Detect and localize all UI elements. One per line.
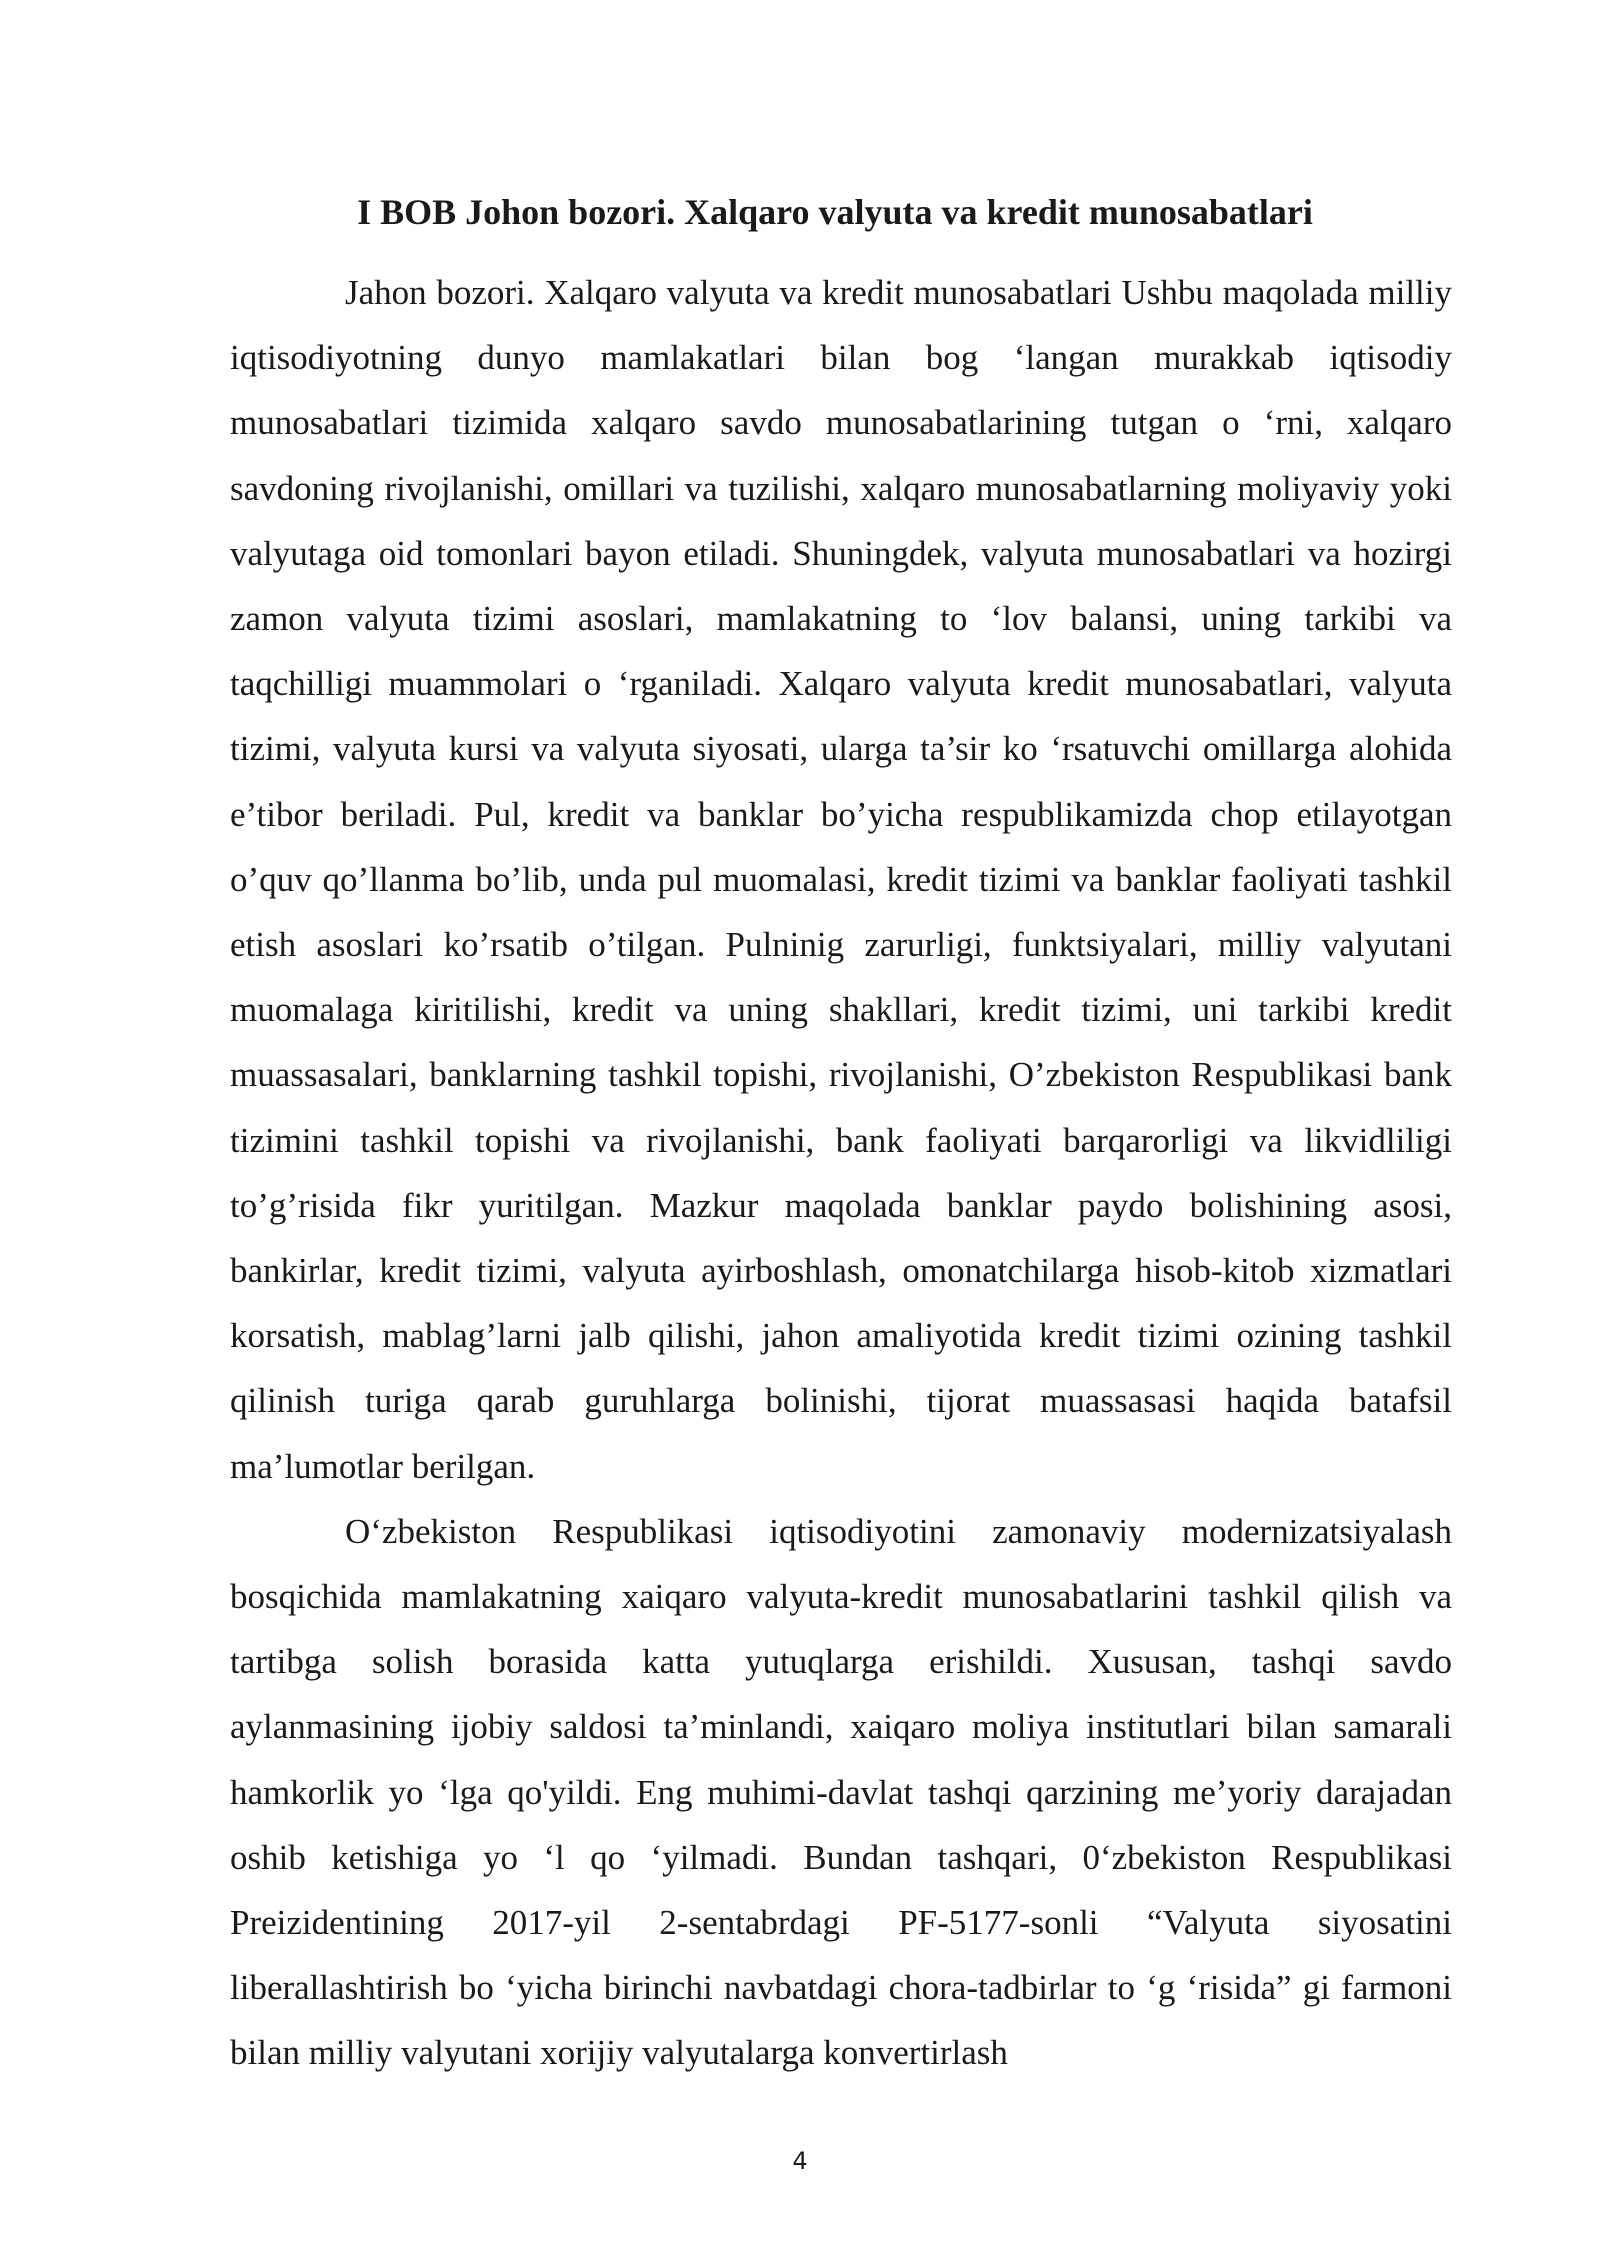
body-text: [230, 260, 1452, 2086]
page-number: 4: [792, 2147, 808, 2175]
paragraph-2: O‘zbekiston Respublikasi iqtisodiyotini zamonaviy modernizatsiyalash bosqichida mamlakatning xaiqaro valyuta-kredit munosabatlarini tashkil qilish va tartibga solish borasida katta yutuqlarga erishildi. Xususan, tashqi savdo aylanmasining ijobiy saldosi ta’minlandi, xaiqaro moliya institutlari bilan samarali hamkorlik yo ‘lga qo'yildi. Eng muhimi-davlat tashqi qarzining me’yoriy darajadan oshib ketishiga yo ‘l qo ‘yilmadi. Bundan tashqari, 0‘zbekiston Respublikasi Preizidentining 2017-yil 2-sentabrdagi PF-5177-sonli “Valyuta siyosatini liberallashtirish bo ‘yicha birinchi navbatdagi chora-tadbirlar to ‘g ‘risida” gi farmoni bilan milliy valyutani xorijiy valyutalarga konvertirlash: [230, 1511, 1452, 2073]
chapter-title: I BOB Johon bozori. Xalqaro valyuta va kredit munosabatlari: [357, 192, 1313, 232]
paragraph-1: Jahon bozori. Xalqaro valyuta va kredit munosabatlari Ushbu maqolada milliy iqtisodiyotning dunyo mamlakatlari bilan bog ‘langan murakkab iqtisodiy munosabatlari tizimida xalqaro savdo munosabatlarining tutgan o ‘rni, xalqaro savdoning rivojlanishi, omillari va tuzilishi, xalqaro munosabatlarning moliyaviy yoki valyutaga oid tomonlari bayon etiladi. Shuningdek, valyuta munosabatlari va hozirgi zamon valyuta tizimi asoslari, mamlakatning to ‘lov balansi, uning tarkibi va taqchilligi muammolari o ‘rganiladi. Xalqaro valyuta kredit munosabatlari, valyuta tizimi, valyuta kursi va valyuta siyosati, ularga ta’sir ko ‘rsatuvchi omillarga alohida e’tibor beriladi. Pul, kredit va banklar bo’yicha respublikamizda chop etilayotgan o’quv qo’llanma bo’lib, unda pul muomalasi, kredit tizimi va banklar faoliyati tashkil etish asoslari ko’rsatib o’tilgan. Pulninig zarurligi, funktsiyalari, milliy valyutani muomalaga kiritilishi, kredit va uning shakllari, kredit tizimi, uni tarkibi kredit muassasalari, banklarning tashkil topishi, rivojlanishi, O’zbekiston Respublikasi bank tizimini tashkil topishi va rivojlanishi, bank faoliyati barqarorligi va likvidliligi to’g’risida fikr yuritilgan. Mazkur maqolada banklar paydo bolishining asosi, bankirlar, kredit tizimi, valyuta ayirboshlash, omonatchilarga hisob-kitob xizmatlari korsatish, mablag’larni jalb qilishi, jahon amaliyotida kredit tizimi ozining tashkil qilinish turiga qarab guruhlarga bolinishi, tijorat muassasasi haqida batafsil ma’lumotlar berilgan.: [230, 273, 1452, 1486]
